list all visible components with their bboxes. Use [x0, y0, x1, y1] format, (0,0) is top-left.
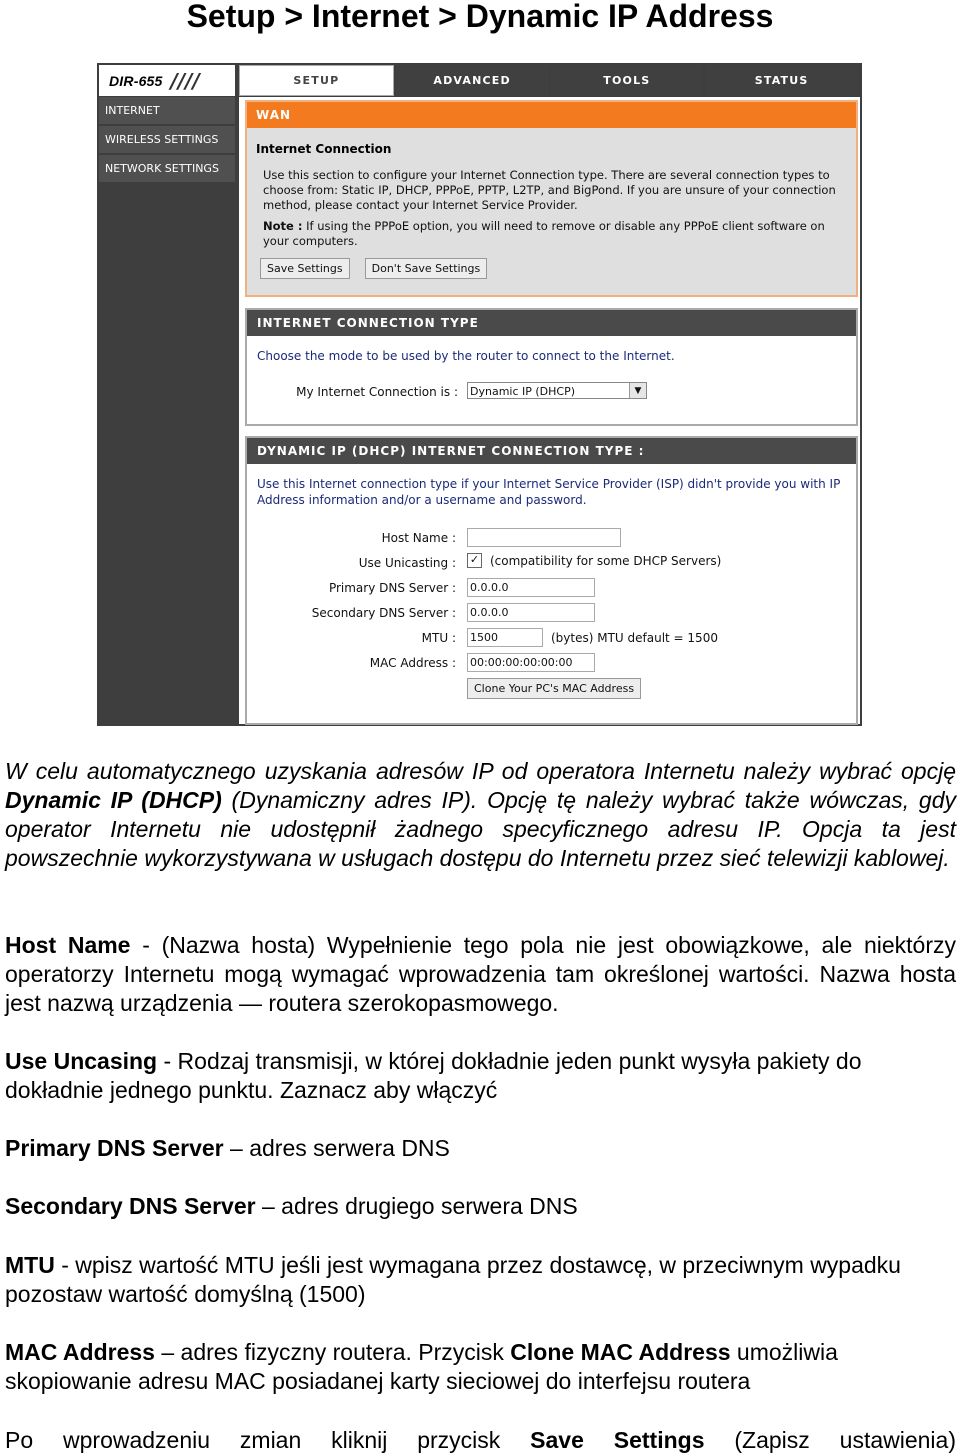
dont-save-settings-button[interactable]: Don't Save Settings [365, 258, 488, 279]
clone-mac-button[interactable]: Clone Your PC's MAC Address [467, 678, 641, 699]
paragraph-mtu-text [5, 1251, 956, 1309]
connection-type-select[interactable] [467, 382, 647, 399]
connection-type-description: Choose the mode to be used by the router to connect to the Internet. [257, 349, 675, 363]
p7-text-1: – adres fizyczny routera. Przycisk [154, 1339, 511, 1365]
p2-text: - (Nazwa hosta) Wypełnienie tego pola nie jest obowiązkowe, ale niektórzy operatorzy Internetu mogą wymagać wprowadzenia tam określonej wartości. Nazwa hosta jest nazwą urządzenia — routera szerokopasmowego. [5, 932, 956, 1016]
paragraph-unicasting-text [5, 1047, 956, 1105]
chevron-down-icon: ▼ [629, 383, 646, 398]
logo-mark: //// [170, 68, 200, 93]
unicasting-row [247, 551, 856, 576]
p8-text-1: Po wprowadzeniu zmian kliknij przycisk [5, 1427, 531, 1453]
wan-note [263, 219, 844, 249]
p6-text: - wpisz wartość MTU jeśli jest wymagana przez dostawcę, w przeciwnym wypadku pozostaw wartość domyślną (1500) [5, 1252, 901, 1307]
host-name-row [247, 526, 856, 551]
paragraph-unicasting [5, 1047, 956, 1105]
p2-bold: Host Name [5, 932, 131, 958]
connection-type-panel [245, 308, 858, 426]
paragraph-dhcp [5, 757, 956, 873]
p8-text-2: (Zapisz ustawienia) [704, 1427, 956, 1453]
page-title: Setup > Internet > Dynamic IP Address [186, 0, 774, 34]
p4-text: – adres serwera DNS [223, 1135, 450, 1161]
wan-description: Use this section to configure your Internet Connection type. There are several connection types to choose from: Static IP, DHCP, PPPoE, PPTP, L2TP, and BigPond. If you are unsure of your connection method, please contact your Internet Service Provider. [263, 168, 836, 212]
p7-bold-2: Clone MAC Address [510, 1339, 731, 1365]
connection-type-row [247, 380, 856, 405]
unicasting-checkbox[interactable]: ✓ [467, 553, 482, 568]
paragraph-secondary-dns-text [5, 1192, 956, 1221]
tab-status[interactable]: STATUS [705, 65, 858, 96]
logo-box [99, 65, 235, 96]
p4-bold: Primary DNS Server [5, 1135, 224, 1161]
unicasting-control [467, 553, 721, 568]
dhcp-panel [245, 436, 858, 725]
sidebar-item-network[interactable]: NETWORK SETTINGS [99, 155, 235, 182]
paragraph-save-text [5, 1426, 956, 1455]
secondary-dns-control [467, 603, 595, 622]
paragraph-mac-text [5, 1338, 956, 1396]
wan-panel [245, 100, 858, 297]
sidebar-item-wireless[interactable]: WIRELESS SETTINGS [99, 126, 235, 153]
tab-advanced[interactable]: ADVANCED [396, 65, 549, 96]
wan-subtitle: Internet Connection [256, 142, 392, 156]
host-name-input[interactable] [467, 528, 621, 547]
p1-text-a: W celu automatycznego uzyskania adresów IP od operatora Internetu należy wybrać opcję [5, 758, 956, 784]
router-screenshot [97, 63, 862, 726]
connection-type-header: INTERNET CONNECTION TYPE [247, 310, 856, 336]
tab-bar [239, 65, 860, 96]
p3-bold: Use Uncasing [5, 1048, 158, 1074]
connection-type-label: My Internet Connection is : [296, 385, 458, 399]
unicasting-label: Use Unicasting : [358, 556, 456, 570]
p5-bold: Secondary DNS Server [5, 1193, 256, 1219]
host-name-control [467, 528, 621, 547]
p5-text: – adres drugiego serwera DNS [255, 1193, 578, 1219]
secondary-dns-row [247, 601, 856, 626]
mac-row [247, 651, 856, 676]
dhcp-description: Use this Internet connection type if your Internet Service Provider (ISP) didn't provide you with IP Address information and/or a username and password. [257, 477, 841, 507]
clone-row [247, 676, 856, 701]
save-settings-button[interactable]: Save Settings [260, 258, 350, 279]
paragraph-host-name-text [5, 931, 956, 1018]
p6-bold: MTU [5, 1252, 55, 1278]
dhcp-header: DYNAMIC IP (DHCP) INTERNET CONNECTION TYPE : [247, 438, 856, 464]
wan-header: WAN [247, 102, 856, 128]
mtu-note: (bytes) MTU default = 1500 [551, 630, 718, 645]
connection-type-control [467, 382, 647, 399]
host-name-label: Host Name : [381, 531, 456, 545]
mac-label: MAC Address : [369, 656, 456, 670]
sidebar [99, 97, 235, 184]
paragraph-mtu [5, 1251, 956, 1309]
mac-input[interactable]: 00:00:00:00:00:00 [467, 653, 595, 672]
primary-dns-label: Primary DNS Server : [328, 581, 456, 595]
primary-dns-row [247, 576, 856, 601]
tab-setup[interactable]: SETUP [239, 65, 394, 96]
p1-bold: Dynamic IP (DHCP) [5, 787, 222, 813]
mtu-control [467, 628, 718, 647]
note-label: Note : [263, 219, 303, 233]
paragraph-secondary-dns [5, 1192, 956, 1221]
secondary-dns-label: Secondary DNS Server : [311, 606, 456, 620]
note-text: If using the PPPoE option, you will need to remove or disable any PPPoE client software on your computers. [263, 219, 825, 248]
p1-text-c: (Dynamiczny adres IP). Opcję tę należy wybrać także wówczas, gdy operator Internetu nie udostępnił żadnego specyficznego adresu IP. Opcja ta jest powszechnie wykorzystywana w usługach dostępu do Internetu przez sieć telewizji kablowej. [5, 787, 956, 871]
wan-buttons [260, 258, 856, 279]
paragraph-host-name [5, 931, 956, 1018]
secondary-dns-input[interactable]: 0.0.0.0 [467, 603, 595, 622]
p3-text: - Rodzaj transmisji, w której dokładnie jeden punkt wysyła pakiety do dokładnie jednego punktu. Zaznacz aby włączyć [5, 1048, 862, 1103]
paragraph-primary-dns-text [5, 1134, 956, 1163]
unicasting-note: (compatibility for some DHCP Servers) [490, 553, 722, 568]
mac-control [467, 653, 595, 672]
connection-type-value: Dynamic IP (DHCP) [470, 385, 576, 398]
p8-bold: Save Settings [530, 1427, 705, 1453]
logo: DIR-655 [109, 72, 163, 89]
primary-dns-control [467, 578, 595, 597]
paragraph-dhcp-text [5, 757, 956, 873]
p7-bold: MAC Address [5, 1339, 155, 1365]
tab-tools[interactable]: TOOLS [551, 65, 704, 96]
p7-text-2: umożliwia skopiowanie adresu MAC posiadanej karty sieciowej do interfejsu routera [5, 1339, 838, 1394]
clone-control [467, 678, 641, 699]
mtu-input[interactable]: 1500 [467, 628, 543, 647]
mtu-label: MTU : [421, 631, 456, 645]
paragraph-mac [5, 1338, 956, 1396]
paragraph-save [5, 1426, 956, 1455]
sidebar-item-internet[interactable]: INTERNET [99, 97, 235, 124]
paragraph-primary-dns [5, 1134, 956, 1163]
primary-dns-input[interactable]: 0.0.0.0 [467, 578, 595, 597]
mtu-row [247, 626, 856, 651]
